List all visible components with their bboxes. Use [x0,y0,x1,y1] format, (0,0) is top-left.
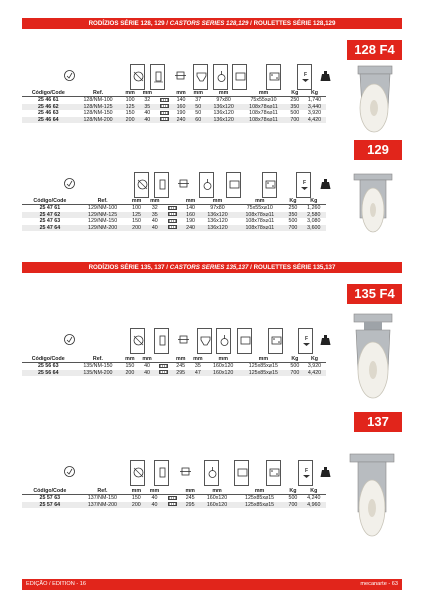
cell-holes: 108x78x⌀11 [249,110,278,117]
cell-holes: 125x85x⌀15 [235,502,285,508]
model-tab-135f4: 135 F4 [347,284,402,304]
header-weight: Kg [303,90,326,97]
series-bar-135-137: RODÍZIOS SÉRIE 135, 137 / CASTORS SERIES 135,137 / ROULETTES SÉRIE 135,137 [22,262,402,273]
header-weight: Kg [302,488,326,495]
cell-width: 35 [139,104,156,110]
weight-icon [318,172,333,198]
height-icon [213,64,228,90]
edition-label: EDIÇÃO / EDITION - 16 [26,581,86,587]
header-ref: Ref. [78,198,128,205]
cell-bearing [164,495,182,502]
cell-load: 500 [288,218,298,225]
cell-width: 40 [144,110,151,117]
header-load: Kg [284,198,301,205]
roller-bearing-icon [168,219,177,223]
wheel-width-icon [154,328,169,354]
cell-plate: 136x120 [200,212,236,218]
cell-holes: 125x85x⌀15 [245,495,275,502]
cell-load: 500 [290,363,300,370]
roller-bearing-icon [159,364,168,368]
cell-load: 350 [287,104,303,110]
height-icon [204,460,219,486]
cell-width: 40 [139,117,156,123]
header-ref: Ref. [75,356,122,363]
table-row [22,117,326,123]
roller-bearing-icon [160,104,169,108]
roller-bearing-icon [168,502,177,506]
cell-bearing [164,225,182,231]
cell-holes: 75x55x⌀10 [246,205,273,212]
header-height: mm [181,198,199,205]
wheel-width-icon [154,460,169,486]
cell-height: 240 [172,117,189,123]
wheel-tread-icon [134,172,149,198]
table-row [22,502,326,508]
cell-code: 25 56 64 [22,370,75,376]
cell-code: 25 47 61 [39,205,61,212]
cell-ref: 128/NM-150 [83,110,113,117]
wheel-tread-icon [130,460,145,486]
cell-bearing [156,363,173,370]
cell-holes: 75x55x⌀10 [250,97,277,104]
cell-offset: 50 [190,104,207,110]
header-code: Código/Code [22,488,78,495]
roller-bearing-icon [168,212,177,216]
roller-bearing-icon [160,98,169,102]
cell-holes: 125x85x⌀15 [248,363,278,370]
bearing-icon [178,460,193,486]
top-plate-icon [226,172,241,198]
load-capacity-icon [296,172,311,198]
fixed-check-icon [62,172,77,198]
cell-height: 245 [185,495,195,502]
cell-code: 25 46 61 [37,97,59,104]
cell-code: 25 47 62 [22,212,78,218]
header-weight: Kg [302,198,326,205]
header-bearing [156,90,173,97]
cell-height: 295 [172,370,189,376]
cell-diameter: 150 [125,110,135,117]
cell-plate: 160x120 [206,495,228,502]
bolt-hole-icon [266,460,281,486]
cell-width: 40 [151,495,158,502]
pivot-check-icon [62,328,77,354]
spec-table-137 [22,488,326,508]
cell-bearing [156,117,173,123]
cell-width: 40 [144,363,150,370]
cell-ref: 129/NM-150 [88,218,118,225]
cell-height: 295 [181,502,199,508]
table-row [22,495,326,502]
header-plate: mm [199,488,235,495]
svg-text:F: F [304,72,308,78]
cell-height: 190 [176,110,186,117]
roller-bearing-icon [168,206,177,210]
header-plate: mm [207,90,241,97]
page-number: mecanarte - 63 [360,581,398,587]
bearing-icon [176,172,191,198]
spec-table-128f4 [22,90,326,123]
header-code: Código/Code [22,90,75,97]
load-capacity-icon [298,460,313,486]
cell-plate: 136x120 [200,225,236,231]
wheel-tread-icon [130,328,145,354]
cell-ref: 128/NM-100 [83,97,113,104]
header-load: Kg [284,488,301,495]
cell-bearing [156,370,173,376]
cell-weight: 1,740 [307,97,322,104]
weight-icon [318,460,333,486]
cell-code: 25 56 63 [37,363,59,370]
roller-bearing-icon [159,370,168,374]
cell-plate: 160x120 [206,370,240,376]
cell-load: 500 [288,495,298,502]
header-wheel-width: mm [138,356,155,363]
header-wheel-width: mm [145,488,163,495]
cell-diameter: 100 [125,97,135,104]
cell-width: 40 [138,370,155,376]
header-plate: mm [200,198,236,205]
spec-table-135f4 [22,356,326,376]
header-holes: mm [240,356,287,363]
castor-128f4-photo [342,62,404,134]
cell-diameter: 150 [131,495,141,502]
cell-weight: 1,260 [307,205,321,212]
cell-weight: 4,420 [303,370,326,376]
table-row [22,363,326,370]
cell-width: 40 [151,218,158,225]
cell-height: 190 [186,218,195,225]
load-capacity-icon [297,64,312,90]
cell-weight: 3,920 [307,110,322,117]
bearing-icon [176,328,191,354]
top-plate-icon [232,64,247,90]
cell-holes: 125x85x⌀15 [240,370,287,376]
wheel-tread-icon [130,64,145,90]
wheel-width-icon [150,64,165,90]
svg-text:F: F [303,180,307,186]
cell-plate: 136x120 [207,117,241,123]
cell-ref: 137/NM-200 [78,502,128,508]
cell-plate: 97x80 [210,205,225,212]
header-wheel-width: mm [139,90,156,97]
cell-code: 25 47 63 [39,218,61,225]
bolt-hole-icon [262,172,277,198]
cell-code: 25 47 64 [22,225,78,231]
cell-plate: 136x120 [213,110,234,117]
cell-offset: 35 [194,363,201,370]
cell-diameter: 100 [132,205,141,212]
series-bar-128-129: RODÍZIOS SÉRIE 128, 129 / CASTORS SERIES 128,129 / ROULETTES SÉRIE 128,129 [22,18,402,29]
swivel-icon [193,64,208,90]
cell-weight: 4,420 [303,117,326,123]
cell-code: 25 46 63 [37,110,59,117]
cell-weight: 3,920 [307,363,322,370]
header-bearing [156,356,173,363]
cell-load: 350 [284,212,301,218]
cell-diameter: 150 [132,218,141,225]
fixed-check-icon [62,460,77,486]
cell-load: 500 [290,110,300,117]
table-row [22,97,326,104]
cell-diameter: 200 [121,370,138,376]
cell-offset: 47 [189,370,206,376]
cell-load: 250 [290,97,300,104]
cell-ref: 129/NM-125 [78,212,128,218]
cell-width: 32 [151,205,158,212]
cell-plate: 136x120 [207,218,228,225]
header-height: mm [172,90,189,97]
header-weight: Kg [303,356,326,363]
header-holes: mm [240,90,286,97]
svg-text:F: F [305,468,309,474]
model-tab-129: 129 [354,140,402,160]
castor-137-photo [340,450,404,542]
header-offset: mm [189,356,206,363]
cell-load: 700 [287,370,303,376]
page-footer [22,579,402,590]
svg-text:F: F [305,336,309,342]
cell-offset: 37 [195,97,202,104]
cell-bearing [164,502,182,508]
header-wheel-width: mm [146,198,164,205]
weight-icon [318,328,333,354]
cell-ref: 128/NM-200 [75,117,122,123]
cell-height: 240 [181,225,199,231]
model-tab-137: 137 [354,412,402,432]
castor-135f4-photo [340,310,404,402]
cell-code: 25 57 63 [39,495,61,502]
cell-height: 245 [176,363,186,370]
bolt-hole-icon [266,64,281,90]
header-holes: mm [235,198,284,205]
cell-diameter: 200 [127,502,145,508]
header-bearing [164,198,182,205]
roller-bearing-icon [160,111,169,115]
cell-width: 40 [145,502,163,508]
header-wheel-diameter: mm [121,356,138,363]
header-load: Kg [287,356,303,363]
cell-height: 160 [172,104,189,110]
cell-holes: 108x78x⌀11 [240,104,286,110]
cell-weight: 2,580 [302,212,326,218]
cell-plate: 97x80 [216,97,231,104]
header-wheel-diameter: mm [122,90,139,97]
header-load: Kg [287,90,303,97]
load-capacity-icon [298,328,313,354]
header-plate: mm [206,356,240,363]
cell-bearing [156,97,173,104]
cell-weight: 3,080 [307,218,321,225]
swivel-icon [197,328,212,354]
cell-ref: 129/NM-200 [78,225,128,231]
castor-129-photo [344,170,402,236]
cell-holes: 108x78x⌀11 [235,225,284,231]
cell-bearing [164,205,182,212]
cell-diameter: 150 [125,363,135,370]
header-height: mm [172,356,189,363]
cell-load: 250 [288,205,298,212]
cell-ref: 135/NM-200 [75,370,122,376]
cell-weight: 4,240 [307,495,321,502]
bearing-icon [173,64,188,90]
table-row [22,205,326,212]
wheel-width-icon [154,172,169,198]
header-code: Código/Code [22,356,75,363]
roller-bearing-icon [160,117,169,121]
cell-plate: 160x120 [213,363,234,370]
cell-code: 25 46 64 [22,117,75,123]
cell-width: 32 [144,97,151,104]
header-wheel-diameter: mm [127,488,145,495]
cell-height: 140 [186,205,195,212]
top-plate-icon [237,328,252,354]
cell-height: 160 [181,212,199,218]
cell-offset: 50 [195,110,202,117]
cell-ref: 135/NM-150 [83,363,113,370]
cell-holes: 108x78x⌀11 [240,117,286,123]
cell-plate: 136x120 [207,104,241,110]
spec-table-129 [22,198,326,231]
cell-diameter: 200 [127,225,145,231]
height-icon [199,172,214,198]
model-tab-128f4: 128 F4 [347,40,402,60]
cell-holes: 108x78x⌀11 [235,212,284,218]
cell-weight: 3,440 [303,104,326,110]
cell-diameter: 200 [122,117,139,123]
header-height: mm [181,488,199,495]
table-row [22,225,326,231]
header-wheel-diameter: mm [127,198,145,205]
cell-load: 700 [284,225,301,231]
roller-bearing-icon [168,225,177,229]
cell-ref: 128/NM-125 [75,104,122,110]
cell-weight: 3,600 [302,225,326,231]
cell-load: 700 [284,502,301,508]
cell-holes: 108x78x⌀11 [245,218,275,225]
cell-width: 40 [146,225,164,231]
cell-code: 25 46 62 [22,104,75,110]
cell-diameter: 125 [127,212,145,218]
top-plate-icon [234,460,249,486]
cell-load: 700 [287,117,303,123]
cell-ref: 137/NM-150 [87,495,118,502]
header-ref: Ref. [78,488,128,495]
header-ref: Ref. [75,90,122,97]
cell-width: 35 [146,212,164,218]
header-offset: mm [190,90,207,97]
cell-height: 140 [176,97,186,104]
header-code: Código/Code [22,198,78,205]
cell-plate: 160x120 [199,502,235,508]
cell-weight: 4,960 [302,502,326,508]
bolt-hole-icon [268,328,283,354]
roller-bearing-icon [168,496,177,500]
header-bearing [164,488,182,495]
table-row [22,370,326,376]
header-holes: mm [235,488,285,495]
cell-ref: 129/NM-100 [88,205,118,212]
pivot-check-icon [62,64,77,90]
height-icon [216,328,231,354]
cell-offset: 60 [190,117,207,123]
cell-code: 25 57 64 [22,502,78,508]
cell-diameter: 125 [122,104,139,110]
weight-icon [318,64,333,90]
